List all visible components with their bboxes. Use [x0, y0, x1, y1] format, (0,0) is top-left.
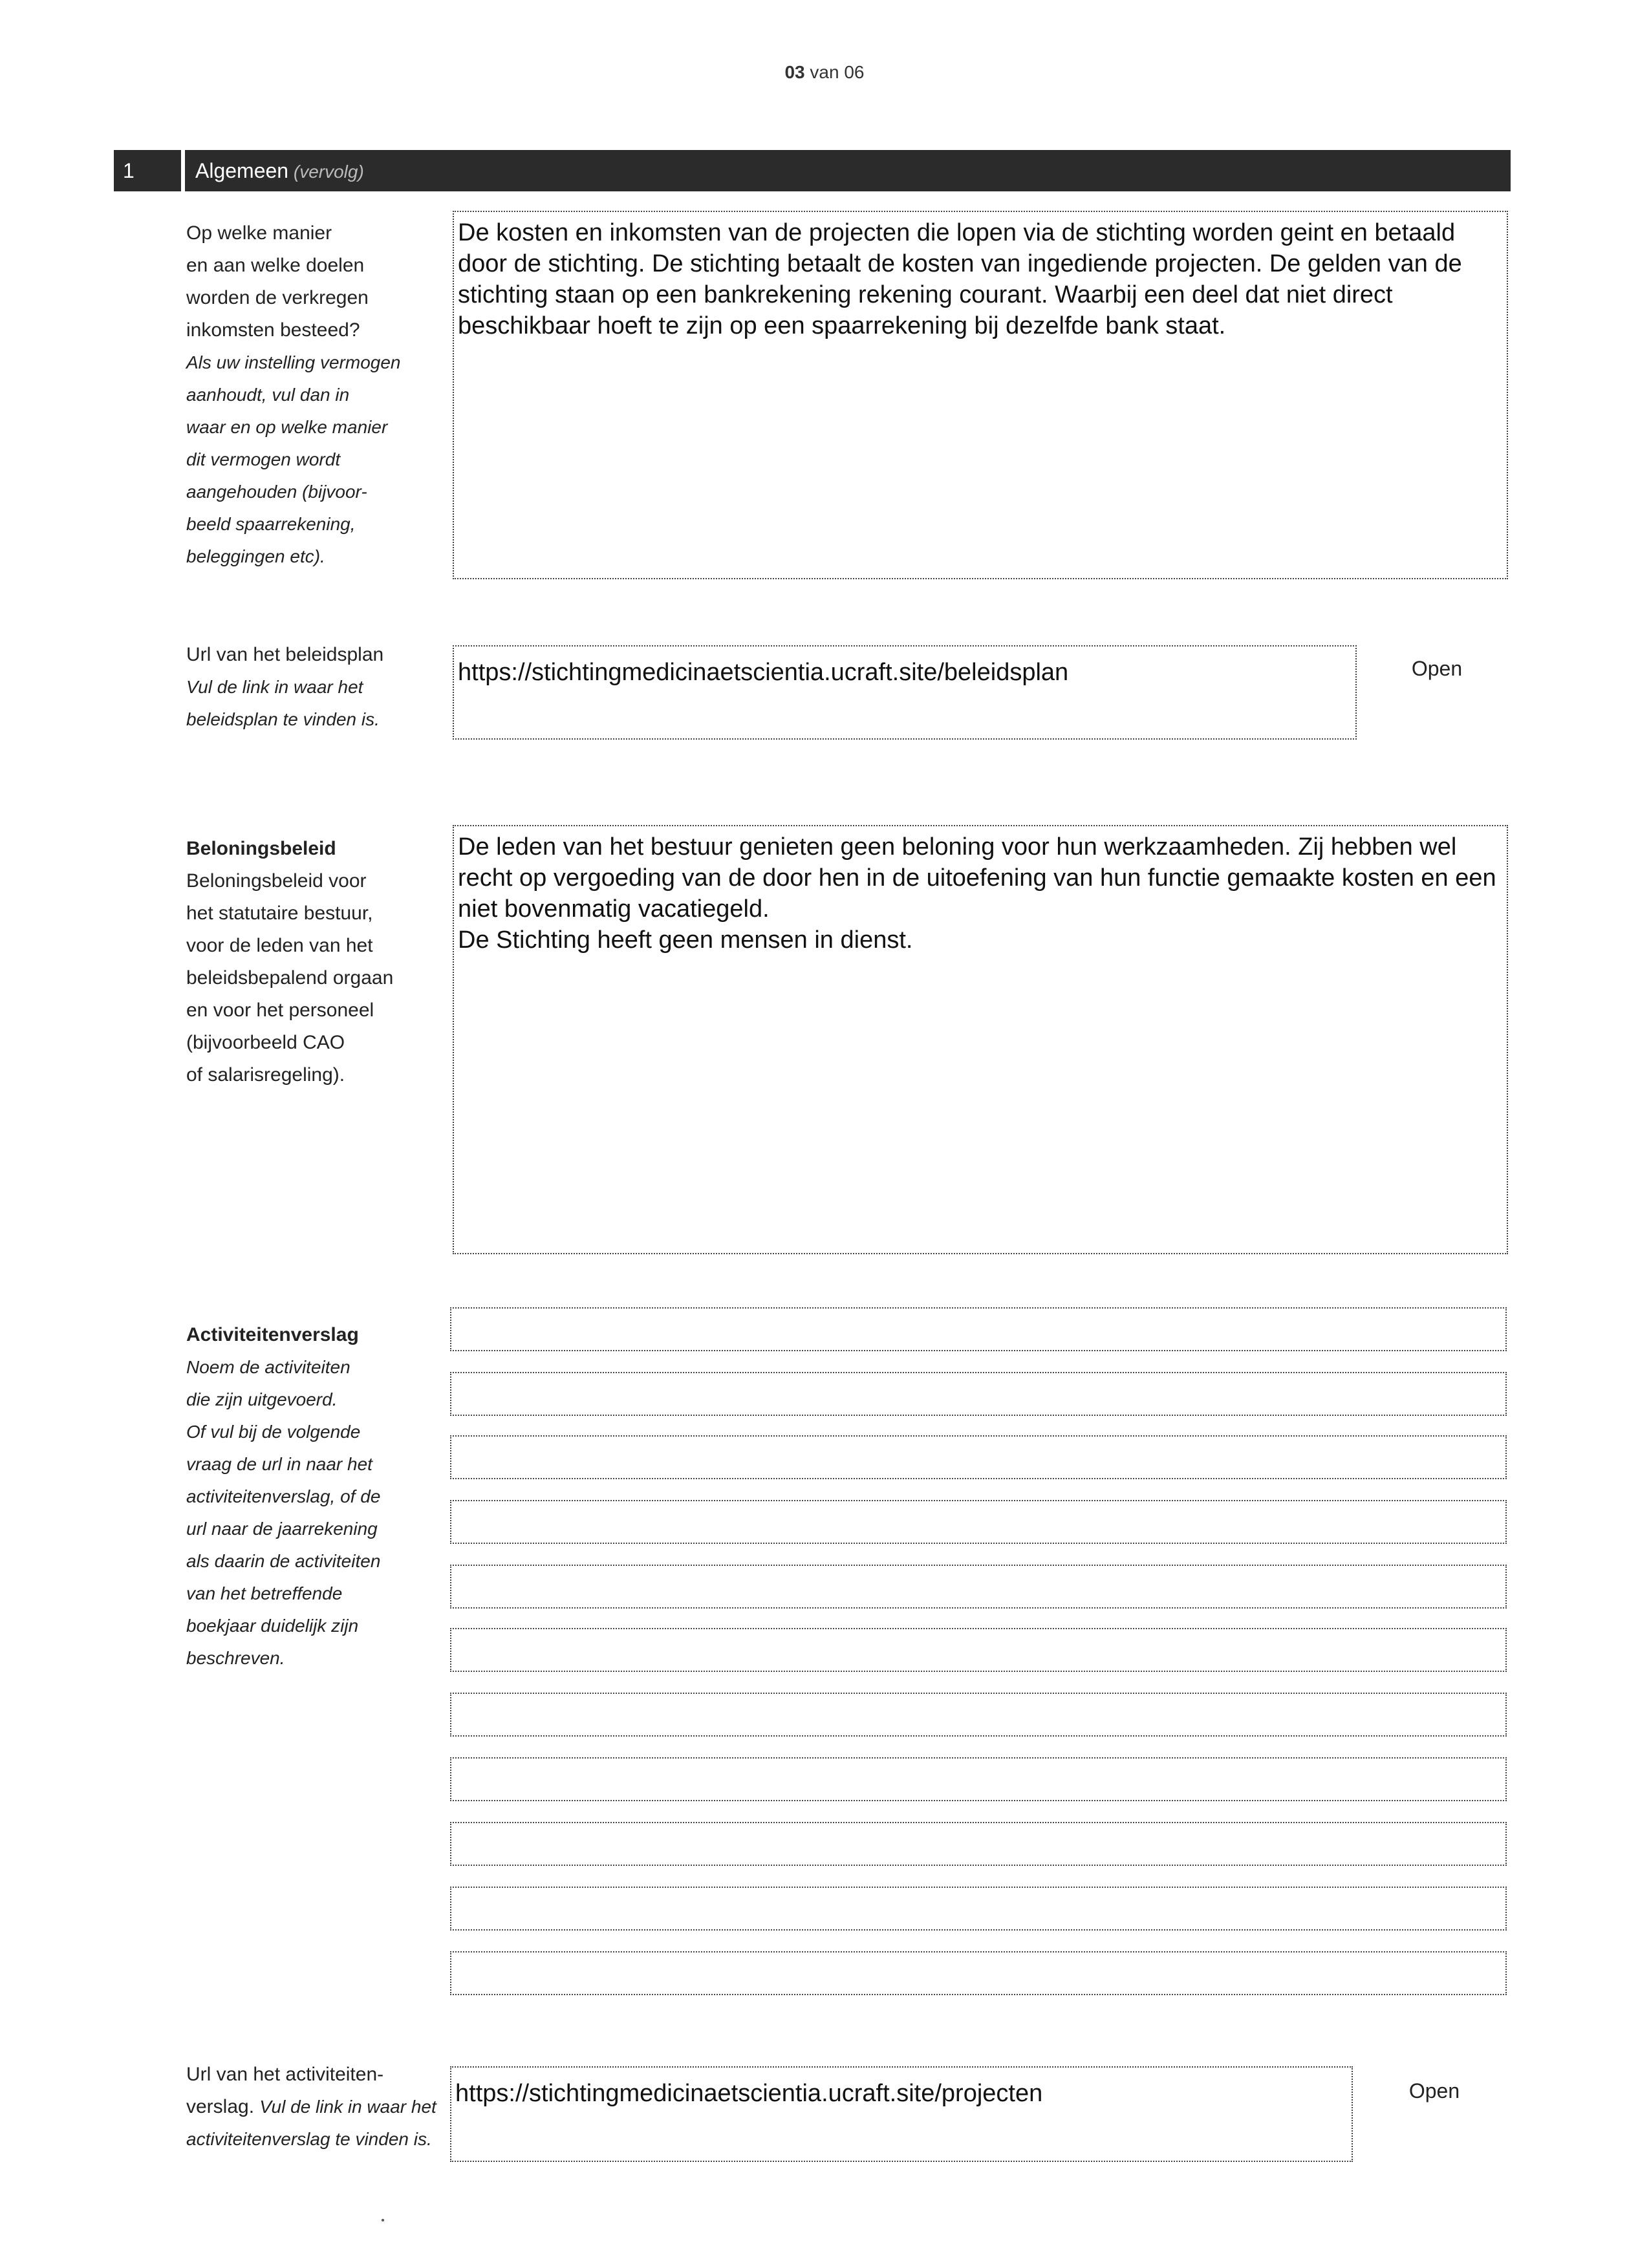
beloningsbeleid-label — [186, 833, 445, 1091]
activiteitenverslag-url-hint-line: Vul de link in waar het — [259, 2097, 436, 2117]
beleidsplan-label — [186, 639, 445, 736]
activiteitenverslag-label — [186, 1319, 445, 1674]
activiteitenverslag-title: Activiteitenverslag — [186, 1324, 359, 1345]
bestedingen-label — [186, 217, 445, 573]
activiteitenverslag-hint-line: als daarin de activiteiten — [186, 1551, 381, 1571]
page-number-total: van 06 — [804, 62, 865, 82]
activiteitenverslag-hint-line: Of vul bij de volgende — [186, 1422, 361, 1442]
beleidsplan-url-value: https://stichtingmedicinaetscientia.ucraft.site/beleidsplan — [458, 659, 1069, 686]
beleidsplan-open-button[interactable]: Open — [1411, 657, 1463, 680]
activiteitenverslag-line-field[interactable] — [450, 1565, 1507, 1609]
section-subtitle: (vervolg) — [288, 162, 364, 182]
bestedingen-hint-line: dit vermogen wordt — [186, 449, 341, 469]
activiteitenverslag-url-label-line — [186, 2091, 458, 2123]
activiteitenverslag-hint-line: die zijn uitgevoerd. — [186, 1389, 338, 1409]
activiteitenverslag-url-field[interactable] — [450, 2066, 1353, 2162]
beloningsbeleid-label-line: Beloningsbeleid voor — [186, 870, 367, 892]
activiteitenverslag-hint-line: url naar de jaarrekening — [186, 1519, 378, 1539]
activiteitenverslag-hint-line: Noem de activiteiten — [186, 1357, 350, 1377]
beloningsbeleid-field-value: De leden van het bestuur genieten geen beloning voor hun werkzaamheden. Zij hebben wel recht op vergoeding van de door hen in de uitoefening van hun functie gemaakte kosten en een niet bovenmatig vacatiegeld. De Stichting heeft geen mensen in dienst. — [458, 833, 1496, 954]
page-number-current: 03 — [784, 62, 805, 82]
activiteitenverslag-hint-line: activiteitenverslag, of de — [186, 1486, 381, 1506]
activiteitenverslag-hint-line: beschreven. — [186, 1648, 285, 1668]
activiteitenverslag-line-field[interactable] — [450, 1307, 1507, 1351]
activiteitenverslag-open-button[interactable]: Open — [1408, 2079, 1460, 2102]
beloningsbeleid-field[interactable] — [453, 825, 1508, 1254]
bestedingen-hint-line: beeld spaarrekening, — [186, 514, 356, 534]
activiteitenverslag-url-label-text: verslag. — [186, 2096, 255, 2117]
beloningsbeleid-title: Beloningsbeleid — [186, 838, 336, 859]
activiteitenverslag-line-field[interactable] — [450, 1628, 1507, 1672]
section-number: 1 — [114, 150, 185, 191]
beloningsbeleid-label-line: voor de leden van het — [186, 935, 373, 956]
section-header — [114, 150, 1511, 191]
activiteitenverslag-line-field[interactable] — [450, 1693, 1507, 1737]
activiteitenverslag-hint-line: boekjaar duidelijk zijn — [186, 1616, 359, 1636]
activiteitenverslag-line-field[interactable] — [450, 1887, 1507, 1931]
beloningsbeleid-label-line: (bijvoorbeeld CAO — [186, 1032, 345, 1053]
bestedingen-field-value: De kosten en inkomsten van de projecten die lopen via de stichting worden geint en betaald door de stichting. De stichting betaalt de kosten van ingediende projecten. De gelden van de stichting staan op een bankrekening rekening courant. Waarbij een deel dat niet direct beschikbaar hoeft te zijn op een spaarrekening bij dezelfde bank staat. — [458, 219, 1469, 339]
beloningsbeleid-label-line: of salarisregeling). — [186, 1064, 345, 1086]
bestedingen-label-line: Op welke manier — [186, 222, 332, 244]
activiteitenverslag-url-value: https://stichtingmedicinaetscientia.ucraft.site/projecten — [455, 2080, 1043, 2107]
bestedingen-label-line: inkomsten besteed? — [186, 319, 360, 341]
beleidsplan-label-text: Url van het beleidsplan — [186, 644, 384, 665]
bestedingen-label-line: en aan welke doelen — [186, 255, 365, 276]
bestedingen-hint-line: waar en op welke manier — [186, 417, 388, 437]
bestedingen-hint-line: aangehouden (bijvoor- — [186, 482, 367, 502]
section-title-text: Algemeen — [195, 159, 289, 182]
bestedingen-hint-line: aanhoudt, vul dan in — [186, 385, 350, 405]
activiteitenverslag-hint-line: vraag de url in naar het — [186, 1454, 372, 1474]
activiteitenverslag-line-field[interactable] — [450, 1951, 1507, 1995]
beleidsplan-url-field[interactable] — [453, 645, 1357, 740]
beleidsplan-hint-line: beleidsplan te vinden is. — [186, 709, 380, 729]
activiteitenverslag-hint-line: van het betreffende — [186, 1583, 343, 1603]
activiteitenverslag-url-hint-line: activiteitenverslag te vinden is. — [186, 2129, 432, 2149]
beloningsbeleid-label-line: en voor het personeel — [186, 1000, 374, 1021]
beloningsbeleid-label-line: het statutaire bestuur, — [186, 903, 373, 924]
activiteitenverslag-line-field[interactable] — [450, 1372, 1507, 1416]
section-title — [195, 150, 364, 191]
activiteitenverslag-url-label-text: Url van het activiteiten- — [186, 2064, 384, 2085]
beloningsbeleid-label-line: beleidsbepalend orgaan — [186, 967, 394, 989]
activiteitenverslag-line-field[interactable] — [450, 1757, 1507, 1801]
bestedingen-label-line: worden de verkregen — [186, 287, 369, 308]
activiteitenverslag-line-field[interactable] — [450, 1500, 1507, 1544]
bestedingen-field[interactable] — [453, 211, 1508, 579]
activiteitenverslag-line-field[interactable] — [450, 1822, 1507, 1866]
bestedingen-hint-line: beleggingen etc). — [186, 546, 325, 566]
bestedingen-hint-line: Als uw instelling vermogen — [186, 352, 401, 372]
activiteitenverslag-line-field[interactable] — [450, 1435, 1507, 1479]
scan-dot — [382, 2219, 384, 2221]
activiteitenverslag-url-label — [186, 2059, 458, 2156]
page-number — [0, 62, 1649, 83]
beleidsplan-hint-line: Vul de link in waar het — [186, 677, 363, 697]
